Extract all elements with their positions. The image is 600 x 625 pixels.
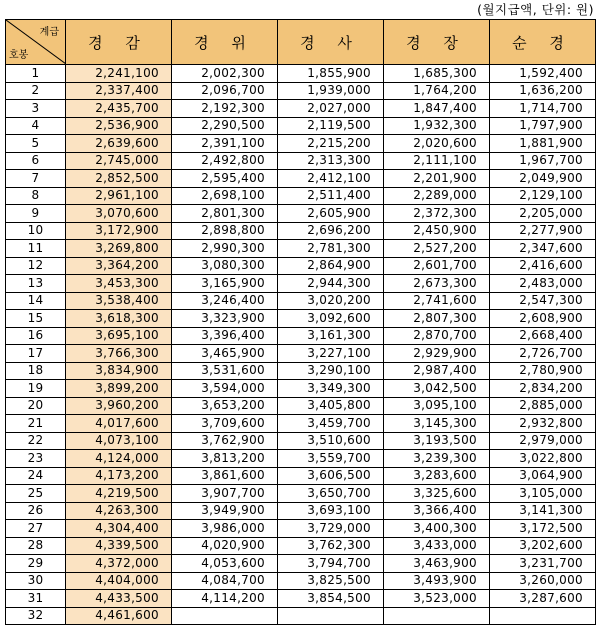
table-row [6, 187, 596, 205]
salary-cell: 2,780,900 [490, 362, 596, 380]
step-number-cell: 10 [6, 222, 66, 240]
step-number-cell: 1 [6, 65, 66, 83]
table-row [6, 100, 596, 118]
salary-cell: 2,781,300 [278, 240, 384, 258]
salary-cell: 4,304,400 [66, 520, 172, 538]
salary-cell: 4,073,100 [66, 432, 172, 450]
header-row [6, 20, 596, 65]
salary-cell: 3,618,300 [66, 310, 172, 328]
step-number-cell: 21 [6, 415, 66, 433]
salary-cell: 4,114,200 [172, 590, 278, 608]
salary-cell: 3,269,800 [66, 240, 172, 258]
salary-cell: 2,049,900 [490, 170, 596, 188]
salary-cell: 3,433,000 [384, 537, 490, 555]
salary-cell: 3,693,100 [278, 502, 384, 520]
step-number-cell: 6 [6, 152, 66, 170]
salary-cell: 1,685,300 [384, 65, 490, 83]
table-row [6, 485, 596, 503]
corner-rank-label: 계급 [39, 27, 59, 38]
salary-cell: 2,932,800 [490, 415, 596, 433]
salary-cell: 4,461,600 [66, 607, 172, 625]
salary-cell: 3,325,600 [384, 485, 490, 503]
salary-cell: 2,745,000 [66, 152, 172, 170]
salary-cell: 3,231,700 [490, 555, 596, 573]
table-row [6, 275, 596, 293]
salary-cell: 2,898,800 [172, 222, 278, 240]
salary-cell: 2,020,600 [384, 135, 490, 153]
salary-cell: 3,813,200 [172, 450, 278, 468]
step-number-cell: 7 [6, 170, 66, 188]
salary-cell: 2,639,600 [66, 135, 172, 153]
salary-cell: 2,027,000 [278, 100, 384, 118]
salary-cell: 2,990,300 [172, 240, 278, 258]
salary-cell: 2,412,100 [278, 170, 384, 188]
salary-cell: 2,215,200 [278, 135, 384, 153]
salary-cell [172, 607, 278, 625]
salary-cell: 3,070,600 [66, 205, 172, 223]
salary-cell: 1,967,700 [490, 152, 596, 170]
salary-cell: 3,493,900 [384, 572, 490, 590]
salary-cell: 2,834,200 [490, 380, 596, 398]
salary-cell: 2,313,300 [278, 152, 384, 170]
salary-cell: 3,092,600 [278, 310, 384, 328]
salary-cell: 2,527,200 [384, 240, 490, 258]
salary-cell: 3,899,200 [66, 380, 172, 398]
salary-cell: 3,080,300 [172, 257, 278, 275]
table-row [6, 327, 596, 345]
table-row [6, 450, 596, 468]
salary-cell: 3,766,300 [66, 345, 172, 363]
salary-cell: 3,064,900 [490, 467, 596, 485]
salary-cell: 2,852,500 [66, 170, 172, 188]
step-number-cell: 4 [6, 117, 66, 135]
salary-cell: 2,961,100 [66, 187, 172, 205]
salary-cell: 3,161,300 [278, 327, 384, 345]
salary-cell: 4,372,000 [66, 555, 172, 573]
salary-cell: 3,323,900 [172, 310, 278, 328]
salary-cell: 2,801,300 [172, 205, 278, 223]
step-number-cell: 13 [6, 275, 66, 293]
step-number-cell: 26 [6, 502, 66, 520]
table-row [6, 415, 596, 433]
salary-cell: 4,173,200 [66, 467, 172, 485]
step-number-cell: 14 [6, 292, 66, 310]
table-body [6, 65, 596, 625]
table-row [6, 555, 596, 573]
salary-cell: 2,944,300 [278, 275, 384, 293]
salary-cell: 3,246,400 [172, 292, 278, 310]
step-number-cell: 28 [6, 537, 66, 555]
table-row [6, 572, 596, 590]
step-number-cell: 30 [6, 572, 66, 590]
salary-cell: 2,290,500 [172, 117, 278, 135]
salary-cell: 3,650,700 [278, 485, 384, 503]
salary-cell: 3,165,900 [172, 275, 278, 293]
column-header-rank: 경 위 [172, 20, 278, 65]
table-row [6, 537, 596, 555]
salary-cell: 3,145,300 [384, 415, 490, 433]
table-row [6, 170, 596, 188]
step-number-cell: 19 [6, 380, 66, 398]
salary-cell: 3,202,600 [490, 537, 596, 555]
salary-cell: 2,289,000 [384, 187, 490, 205]
salary-cell: 1,764,200 [384, 82, 490, 100]
step-number-cell: 3 [6, 100, 66, 118]
step-number-cell: 27 [6, 520, 66, 538]
salary-cell: 3,193,500 [384, 432, 490, 450]
salary-cell: 3,227,100 [278, 345, 384, 363]
salary-cell: 3,396,400 [172, 327, 278, 345]
salary-cell: 2,547,300 [490, 292, 596, 310]
step-number-cell: 22 [6, 432, 66, 450]
salary-cell: 4,053,600 [172, 555, 278, 573]
salary-cell: 2,601,700 [384, 257, 490, 275]
salary-cell: 3,653,200 [172, 397, 278, 415]
salary-cell: 2,201,900 [384, 170, 490, 188]
salary-cell: 3,729,000 [278, 520, 384, 538]
table-row [6, 362, 596, 380]
salary-cell: 2,416,600 [490, 257, 596, 275]
salary-cell: 3,141,300 [490, 502, 596, 520]
table-row [6, 380, 596, 398]
salary-cell: 1,855,900 [278, 65, 384, 83]
salary-cell: 3,986,000 [172, 520, 278, 538]
salary-cell: 3,405,800 [278, 397, 384, 415]
step-number-cell: 17 [6, 345, 66, 363]
salary-cell: 3,366,400 [384, 502, 490, 520]
salary-cell: 3,465,900 [172, 345, 278, 363]
salary-cell: 3,854,500 [278, 590, 384, 608]
corner-step-label: 호봉 [9, 50, 29, 61]
salary-cell: 3,239,300 [384, 450, 490, 468]
table-row [6, 65, 596, 83]
salary-cell: 2,595,400 [172, 170, 278, 188]
salary-cell: 3,907,700 [172, 485, 278, 503]
salary-cell: 2,391,100 [172, 135, 278, 153]
salary-cell: 1,939,000 [278, 82, 384, 100]
table-row [6, 82, 596, 100]
salary-cell: 3,825,500 [278, 572, 384, 590]
salary-cell: 2,864,900 [278, 257, 384, 275]
salary-cell: 3,695,100 [66, 327, 172, 345]
salary-cell: 2,696,200 [278, 222, 384, 240]
step-number-cell: 24 [6, 467, 66, 485]
salary-cell: 2,987,400 [384, 362, 490, 380]
table-row [6, 135, 596, 153]
salary-cell: 2,929,900 [384, 345, 490, 363]
salary-cell: 2,726,700 [490, 345, 596, 363]
salary-cell: 1,932,300 [384, 117, 490, 135]
salary-cell: 3,762,900 [172, 432, 278, 450]
salary-cell: 3,459,700 [278, 415, 384, 433]
step-number-cell: 2 [6, 82, 66, 100]
salary-cell: 2,511,400 [278, 187, 384, 205]
salary-cell: 3,042,500 [384, 380, 490, 398]
salary-cell: 3,172,900 [66, 222, 172, 240]
salary-cell: 3,349,300 [278, 380, 384, 398]
salary-cell: 3,559,700 [278, 450, 384, 468]
salary-cell: 1,847,400 [384, 100, 490, 118]
step-number-cell: 25 [6, 485, 66, 503]
column-header-rank: 경 장 [384, 20, 490, 65]
table-row [6, 590, 596, 608]
table-row [6, 205, 596, 223]
salary-cell [278, 607, 384, 625]
step-number-cell: 23 [6, 450, 66, 468]
salary-cell: 2,277,900 [490, 222, 596, 240]
table-row [6, 520, 596, 538]
step-number-cell: 16 [6, 327, 66, 345]
salary-cell: 2,668,400 [490, 327, 596, 345]
salary-cell: 2,111,100 [384, 152, 490, 170]
salary-cell: 2,698,100 [172, 187, 278, 205]
salary-cell: 2,241,100 [66, 65, 172, 83]
salary-cell: 4,084,700 [172, 572, 278, 590]
salary-cell: 2,096,700 [172, 82, 278, 100]
salary-cell [490, 607, 596, 625]
salary-cell: 2,129,100 [490, 187, 596, 205]
salary-cell: 3,523,000 [384, 590, 490, 608]
salary-cell: 3,606,500 [278, 467, 384, 485]
table-row [6, 345, 596, 363]
table-row [6, 152, 596, 170]
salary-cell: 2,870,700 [384, 327, 490, 345]
table-row [6, 257, 596, 275]
table-row [6, 310, 596, 328]
step-number-cell: 32 [6, 607, 66, 625]
salary-cell [384, 607, 490, 625]
salary-cell: 2,435,700 [66, 100, 172, 118]
step-number-cell: 20 [6, 397, 66, 415]
step-number-cell: 5 [6, 135, 66, 153]
salary-cell: 2,673,300 [384, 275, 490, 293]
step-number-cell: 29 [6, 555, 66, 573]
salary-cell: 3,861,600 [172, 467, 278, 485]
salary-cell: 3,531,600 [172, 362, 278, 380]
salary-cell: 3,260,000 [490, 572, 596, 590]
step-number-cell: 18 [6, 362, 66, 380]
salary-cell: 3,709,600 [172, 415, 278, 433]
table-row [6, 502, 596, 520]
table-row [6, 222, 596, 240]
salary-cell: 4,017,600 [66, 415, 172, 433]
salary-cell: 2,119,500 [278, 117, 384, 135]
salary-cell: 3,960,200 [66, 397, 172, 415]
salary-cell: 3,020,200 [278, 292, 384, 310]
column-header-rank: 경 감 [66, 20, 172, 65]
salary-cell: 2,741,600 [384, 292, 490, 310]
salary-cell: 3,283,600 [384, 467, 490, 485]
salary-cell: 4,433,500 [66, 590, 172, 608]
salary-cell: 3,105,000 [490, 485, 596, 503]
salary-cell: 1,797,900 [490, 117, 596, 135]
salary-cell: 2,205,000 [490, 205, 596, 223]
salary-cell: 3,095,100 [384, 397, 490, 415]
unit-note: (월지급액, 단위: 원) [477, 2, 594, 17]
salary-cell: 2,450,900 [384, 222, 490, 240]
salary-cell: 3,794,700 [278, 555, 384, 573]
salary-cell: 1,636,200 [490, 82, 596, 100]
salary-cell: 2,885,000 [490, 397, 596, 415]
salary-cell: 4,404,000 [66, 572, 172, 590]
salary-cell: 1,881,900 [490, 135, 596, 153]
salary-cell: 4,020,900 [172, 537, 278, 555]
salary-cell: 4,339,500 [66, 537, 172, 555]
salary-cell: 3,290,100 [278, 362, 384, 380]
salary-cell: 2,492,800 [172, 152, 278, 170]
table-row [6, 467, 596, 485]
salary-cell: 3,510,600 [278, 432, 384, 450]
salary-cell: 2,807,300 [384, 310, 490, 328]
table-row [6, 397, 596, 415]
salary-cell: 3,762,300 [278, 537, 384, 555]
salary-table [5, 19, 596, 625]
salary-cell: 3,538,400 [66, 292, 172, 310]
salary-cell: 2,483,000 [490, 275, 596, 293]
column-header-rank: 순 경 [490, 20, 596, 65]
salary-cell: 4,263,300 [66, 502, 172, 520]
table-row [6, 432, 596, 450]
table-row [6, 240, 596, 258]
column-header-rank: 경 사 [278, 20, 384, 65]
salary-cell: 4,124,000 [66, 450, 172, 468]
salary-cell: 2,605,900 [278, 205, 384, 223]
salary-cell: 2,372,300 [384, 205, 490, 223]
corner-cell [6, 20, 66, 65]
salary-cell: 4,219,500 [66, 485, 172, 503]
table-header [6, 20, 596, 65]
salary-cell: 2,192,300 [172, 100, 278, 118]
salary-cell: 3,400,300 [384, 520, 490, 538]
salary-cell: 2,337,400 [66, 82, 172, 100]
salary-cell: 3,364,200 [66, 257, 172, 275]
salary-cell: 3,834,900 [66, 362, 172, 380]
salary-cell: 1,714,700 [490, 100, 596, 118]
salary-cell: 2,608,900 [490, 310, 596, 328]
salary-cell: 3,022,800 [490, 450, 596, 468]
salary-cell: 2,002,300 [172, 65, 278, 83]
salary-cell: 3,594,000 [172, 380, 278, 398]
table-row [6, 292, 596, 310]
step-number-cell: 15 [6, 310, 66, 328]
step-number-cell: 31 [6, 590, 66, 608]
salary-cell: 3,949,900 [172, 502, 278, 520]
salary-cell: 2,536,900 [66, 117, 172, 135]
step-number-cell: 12 [6, 257, 66, 275]
step-number-cell: 8 [6, 187, 66, 205]
salary-cell: 3,453,300 [66, 275, 172, 293]
salary-cell: 3,172,500 [490, 520, 596, 538]
step-number-cell: 9 [6, 205, 66, 223]
salary-cell: 2,347,600 [490, 240, 596, 258]
step-number-cell: 11 [6, 240, 66, 258]
salary-cell: 1,592,400 [490, 65, 596, 83]
salary-cell: 2,979,000 [490, 432, 596, 450]
table-row [6, 117, 596, 135]
salary-cell: 3,463,900 [384, 555, 490, 573]
table-row [6, 607, 596, 625]
salary-cell: 3,287,600 [490, 590, 596, 608]
